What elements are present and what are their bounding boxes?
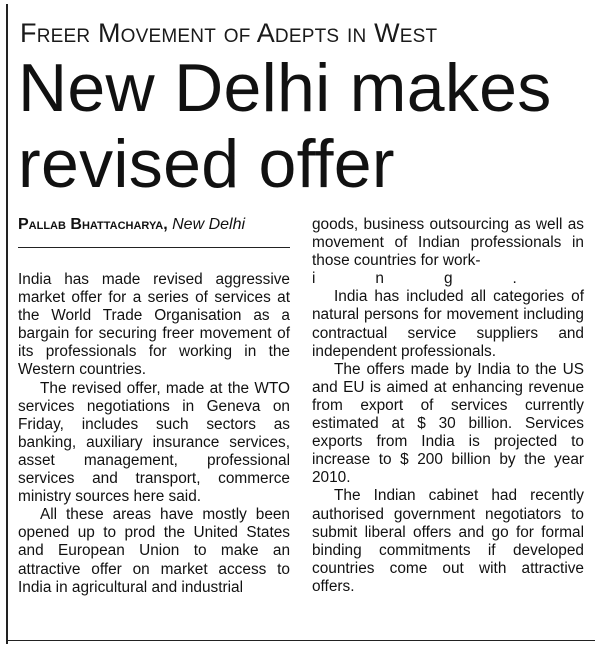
article-column-right [312,216,584,596]
byline [18,215,290,234]
article-column-left [18,271,290,597]
article-paragraph: India has made revised aggressive market offer for a series of services at the World Trade Organisation as a bargain for securing freer movement of its professionals for working in the Western countries. [18,271,290,379]
byline-author: Pallab Bhattacharya, [18,216,168,233]
bottom-rule [6,640,595,641]
article-paragraph-continued [312,216,584,288]
byline-location: New Delhi [172,216,246,233]
article-paragraph: The revised offer, made at the WTO services negotiations in Geneva on Friday, includes such sectors as banking, auxiliary insurance services, asset management, professional services and transport, commerce ministry sources here said. [18,379,290,506]
article-paragraph: India has included all categories of natural persons for movement including contractual service suppliers and independent professionals. [312,288,584,360]
kicker-heading: Freer Movement of Adepts in West [20,18,438,48]
left-column-rule [6,4,8,644]
headline: New Delhi makes revised offer [18,50,552,202]
article-text-spread: ing. [312,270,577,288]
article-paragraph: The Indian cabinet had recently authorised government negotiators to submit liberal offers and go for formal binding commitments if developed countries come out with attractive offers. [312,487,584,595]
byline-rule [18,247,290,248]
article-text: goods, business outsourcing as well as movement of Indian professionals in those countries for work- [312,216,584,270]
article-paragraph: The offers made by India to the US and EU is aimed at enhancing revenue from export of services currently estimated at $ 30 billion. Services exports from India is projected to increase to $ 200 billion by the year 2010. [312,360,584,487]
article-paragraph: All these areas have mostly been opened up to prod the United States and European Union to make an attractive offer on market access to India in agricultural and industrial [18,506,290,596]
